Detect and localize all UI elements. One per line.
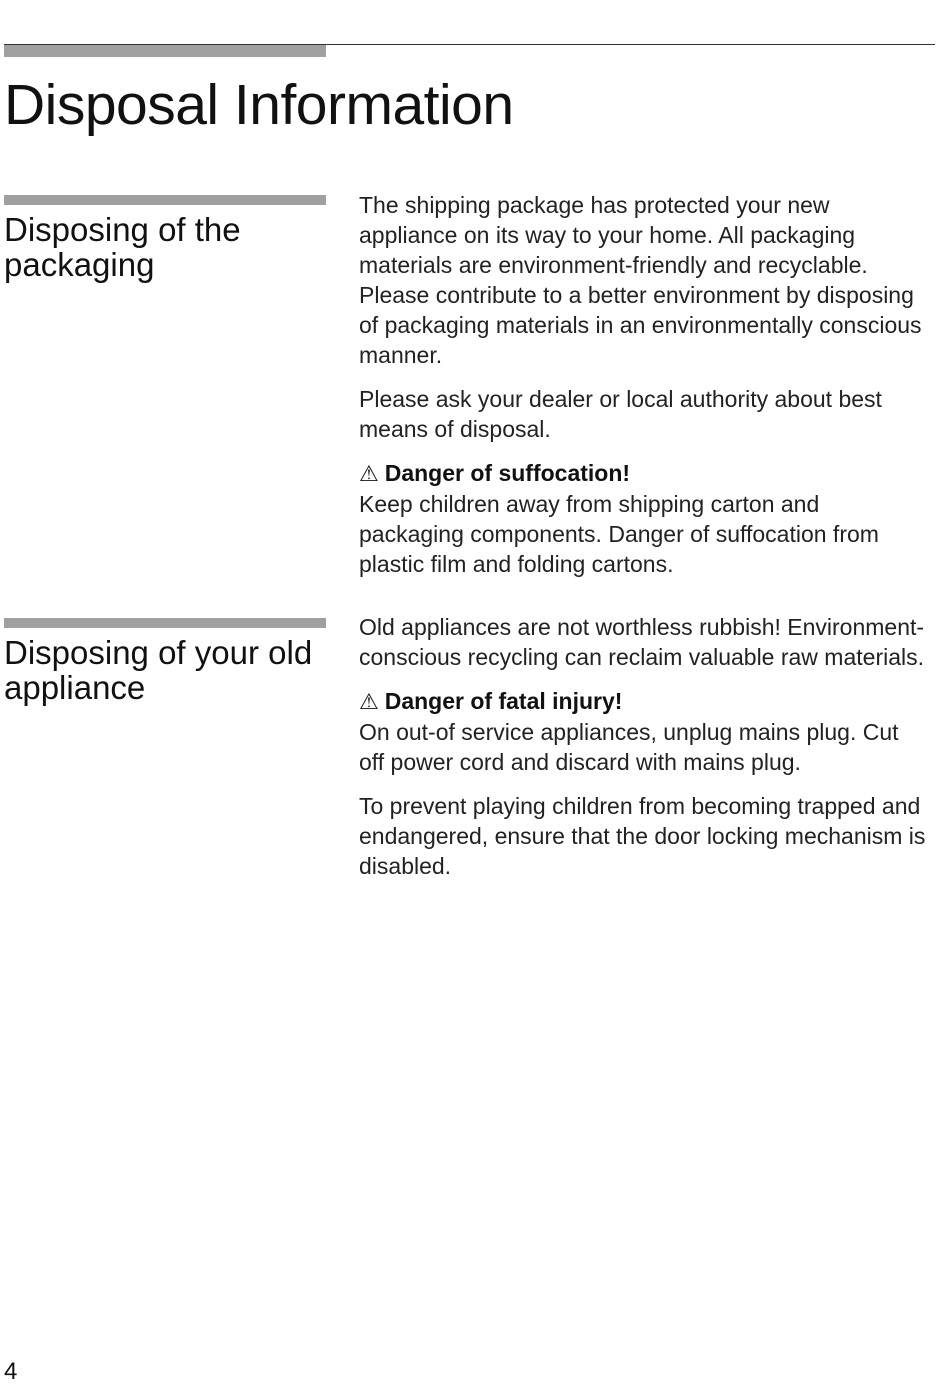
section-heading-packaging: Disposing of the packaging <box>4 211 241 283</box>
warning-triangle-icon: ⚠ <box>359 461 379 486</box>
section-rule-packaging <box>4 195 326 205</box>
page-title: Disposal Information <box>4 73 514 137</box>
warning-heading <box>359 686 929 717</box>
paragraph: The shipping package has protected your new appliance on its way to your home. All packaging materials are environment-friendly and recyclable. Please contribute to a better environment by disposing of packaging materials in an environmentally conscious manner. <box>359 192 922 368</box>
warning-text: On out-of service appliances, unplug mains plug. Cut off power cord and discard with mains plug. <box>359 719 899 775</box>
page-number: 4 <box>4 1358 18 1385</box>
paragraph: Old appliances are not worthless rubbish! Environment-conscious recycling can reclaim valuable raw materials. <box>359 614 925 670</box>
header-thick-rule <box>4 45 326 57</box>
paragraph: Please ask your dealer or local authority about best means of disposal. <box>359 386 882 442</box>
section-heading-old-appliance: Disposing of your old appliance <box>4 634 313 706</box>
warning-triangle-icon: ⚠ <box>359 689 379 714</box>
warning-title: Danger of suffocation! <box>384 460 631 486</box>
section-body-packaging <box>359 190 929 579</box>
section-rule-old-appliance <box>4 618 326 628</box>
warning-text: Keep children away from shipping carton and packaging components. Danger of suffocation from plastic film and folding cartons. <box>359 491 879 577</box>
warning-title: Danger of fatal injury! <box>384 688 623 714</box>
section-body-old-appliance <box>359 612 929 881</box>
warning-heading <box>359 458 929 489</box>
paragraph: To prevent playing children from becoming trapped and endangered, ensure that the door locking mechanism is disabled. <box>359 793 926 879</box>
